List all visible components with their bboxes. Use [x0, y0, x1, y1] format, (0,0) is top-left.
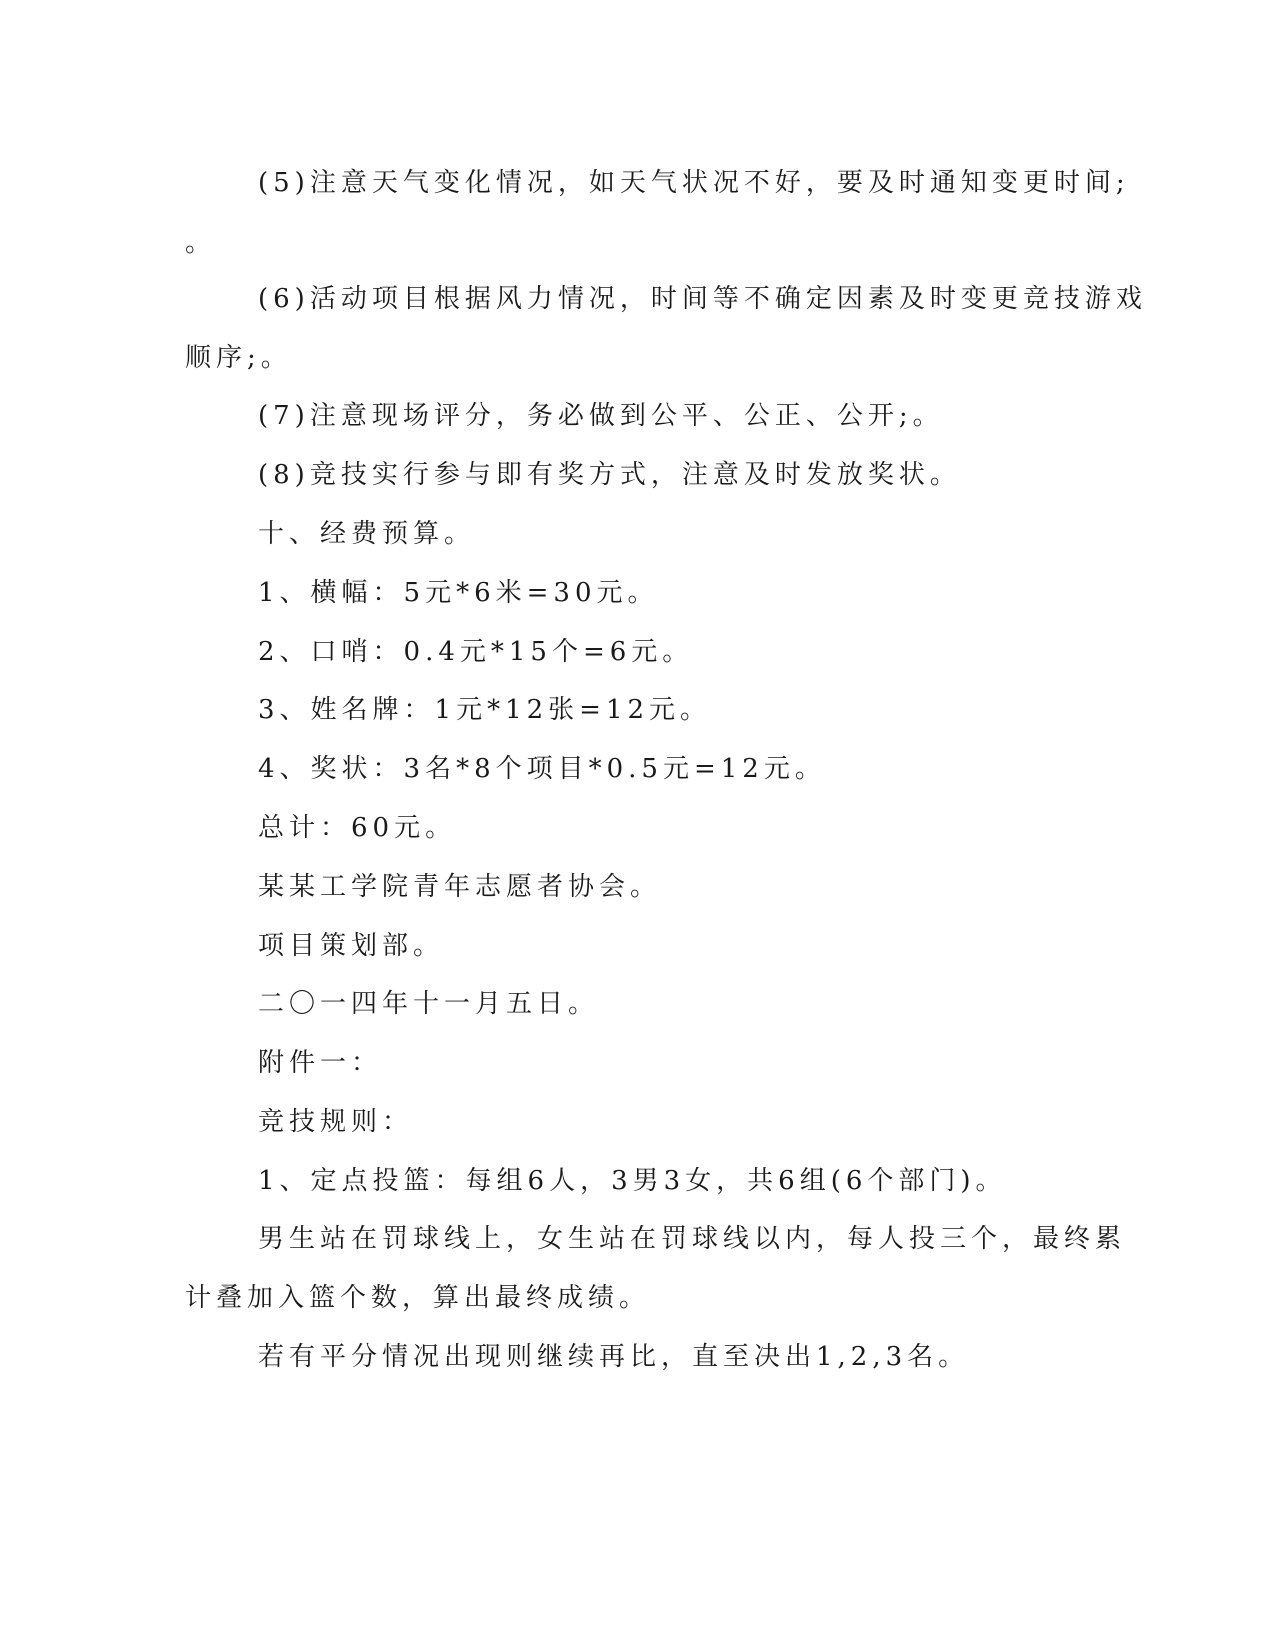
rules-heading: 竞技规则： [258, 1107, 414, 1137]
text-line: 顺序;。 [185, 343, 292, 373]
text-line: (6)活动项目根据风力情况，时间等不确定因素及时变更竞技游戏 [258, 284, 1147, 314]
budget-item: 3、姓名牌：1元*12张=12元。 [258, 695, 712, 725]
text-line: 若有平分情况出现则继续再比，直至决出1,2,3名。 [258, 1342, 970, 1372]
organization-name: 某某工学院青年志愿者协会。 [258, 872, 662, 902]
text-line: (7)注意现场评分，务必做到公平、公正、公开;。 [258, 401, 944, 431]
budget-item: 2、口哨：0.4元*15个=6元。 [258, 637, 694, 667]
text-line: (8)竞技实行参与即有奖方式，注意及时发放奖状。 [258, 460, 961, 490]
text-line: 。 [185, 228, 217, 258]
budget-total: 总计：60元。 [258, 813, 457, 843]
budget-item: 1、横幅：5元*6米=30元。 [258, 578, 659, 608]
budget-item: 4、奖状：3名*8个项目*0.5元=12元。 [258, 754, 826, 784]
text-line: (5)注意天气变化情况，如天气状况不好，要及时通知变更时间; [258, 168, 1130, 198]
section-heading: 十、经费预算。 [258, 519, 476, 549]
department-name: 项目策划部。 [258, 931, 445, 961]
text-line: 计叠加入篮个数，算出最终成绩。 [185, 1283, 651, 1313]
text-line: 男生站在罚球线上，女生站在罚球线以内，每人投三个，最终累 [258, 1224, 1127, 1254]
attachment-label: 附件一： [258, 1048, 383, 1078]
rule-item: 1、定点投篮：每组6人，3男3女，共6组(6个部门)。 [258, 1166, 1007, 1196]
document-date: 二〇一四年十一月五日。 [258, 989, 600, 1019]
